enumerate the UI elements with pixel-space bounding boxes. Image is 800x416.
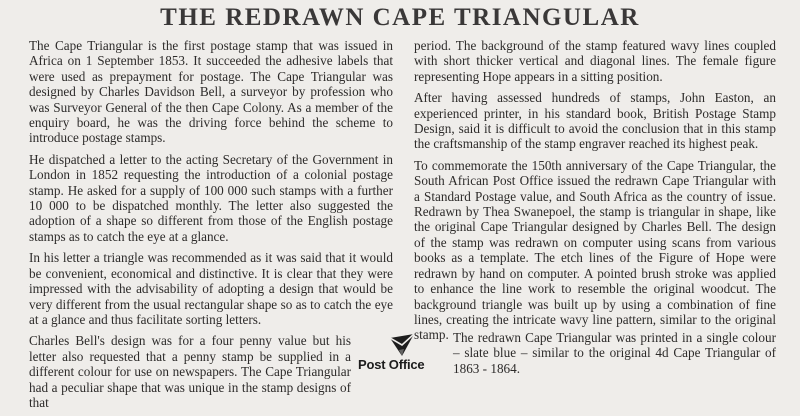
- post-office-envelope-icon: [390, 334, 414, 356]
- left-column: [29, 38, 393, 416]
- logo-text: Post Office: [358, 357, 425, 372]
- paragraph: After having assessed hundreds of stamps, John Easton, an experienced printer, in his standard book, British Postage Stamp Design, said it is difficult to avoid the conclusion that in this stamp the craftsmanship of the stamp engraver reached its highest peak.: [414, 90, 776, 152]
- paragraph: In his letter a triangle was recommended as it was said that it would be convenient, economical and distinctive. It is clear that they were impressed with the advisability of adopting a design that would be very different from the usual rectangular shape so as to catch the eye at a glance and thus facilitate sorting letters.: [29, 250, 393, 327]
- paragraph: period. The background of the stamp featured wavy lines coupled with short thicker vertical and diagonal lines. The female figure representing Hope appears in a sitting position.: [414, 38, 776, 84]
- right-column: [414, 38, 776, 349]
- post-office-logo: [358, 334, 442, 374]
- paragraph: The Cape Triangular is the first postage stamp that was issued in Africa on 1 September 1853. It succeeded the adhesive labels that were used as prepayment for postage. The Cape Triangular was designed by Charles Davidson Bell, a surveyor by profession who was Surveyor General of the then Cape Colony. As a member of the enquiry board, he was the driving force behind the scheme to introduce postage stamps.: [29, 38, 393, 146]
- closing-paragraph: The redrawn Cape Triangular was printed in a single colour – slate blue – similar to the original 4d Cape Triangular of 1863 - 1864.: [453, 330, 776, 376]
- paragraph: To commemorate the 150th anniversary of the Cape Triangular, the South African Post Office issued the redrawn Cape Triangular with a Standard Postage value, and South Africa as the country of issue. Redrawn by Thea Swanepoel, the stamp is triangular in shape, like the original Cape Triangular designed by Charles Bell. The design of the stamp was redrawn on computer using scans from various books as a template. The etch lines of the Figure of Hope were redrawn by hand on computer. A pointed brush stroke was applied to enhance the line work to resemble the original woodcut. The background triangle was built up by using a combination of fine lines, creating the intricate wavy line pattern, similar to the original stamp.: [414, 157, 776, 343]
- paragraph: He dispatched a letter to the acting Secretary of the Government in London in 1852 requesting the introduction of a colonial postage stamp. He asked for a supply of 100 000 such stamps with a further 10 000 to be dispatched monthly. The letter also suggested the adoption of a shape so different from those of the English postage stamps as to catch the eye at a glance.: [29, 151, 393, 244]
- paragraph: Charles Bell's design was for a four penny value but his letter also requested that a penny stamp be supplied in a different colour for use on newspapers. The Cape Triangular had a peculiar shape that was unique in the stamp designs of that: [29, 333, 351, 410]
- page-title: THE REDRAWN CAPE TRIANGULAR: [160, 4, 640, 31]
